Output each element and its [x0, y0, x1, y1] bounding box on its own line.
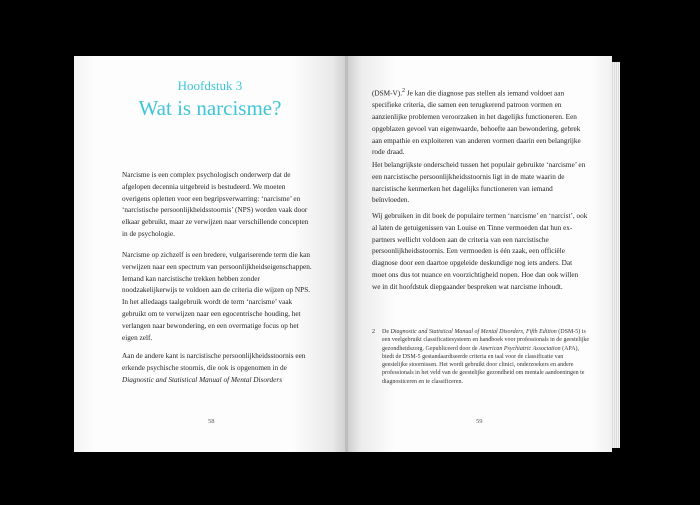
footnote-text [382, 328, 590, 386]
footnote-t3: (APA), biedt de DSM-5 gestandaardiseerde criteria en taal voor de classificatie van geestelijke stoornissen. Het wordt gebruikt door clinici, onderzoekers en andere professionals in het veld van de geestelijke gezondheid om mentale aandoeningen te diagnosticeren en te classificeren. [382, 345, 585, 385]
chapter-number: Hoofdstuk 3 [177, 78, 243, 93]
footnote-t2: (DSM-5) is een veelgebruikt classificatiesysteem en handboek voor professionals in de geestelijke gezondheidszorg. Gepubliceerd door de [382, 329, 590, 352]
paragraph-3: Wij gebruiken in dit boek de populaire termen ‘narcisme’ en ‘narcist’, ook al laten de getuigenissen van Louise en Tinne vermoeden dat hun ex-partners wellicht voldoen aan de criteria van een narcistische persoonlijkheidsstoornis. Een vermoeden is één zaak, een officiële diagnose door een daartoe opgeleide deskundige nog iets anders. Dat moet ons dus tot nuance en voorzichtigheid nopen. Hoe dan ook willen we in dit hoofdstuk diepgaander bespreken wat narcisme inhoudt. [372, 212, 588, 291]
paragraph-3-text: Aan de andere kant is narcistische persoonlijkheidsstoornis een erkende psychische stoornis, die ook is opgenomen in de [122, 352, 306, 372]
right-page [348, 56, 612, 452]
footnote-i2: American Psychiatric Association [479, 345, 561, 352]
left-page [74, 56, 346, 452]
paragraph-3 [122, 351, 314, 386]
footnote-t1: De [382, 329, 391, 335]
open-book [74, 56, 620, 452]
footnote-number: 2 [372, 329, 375, 335]
chapter-title: Wat is narcisme? [138, 96, 282, 120]
p1-rest: Je kan die diagnose pas stellen als iemand voldoet aan specifieke criteria, die samen een terugkerend patroon vormen en aanzienlijke problemen veroorzaken in het dagelijks functioneren. Een opgeblazen gevoel van eigenwaarde, behoefte aan bewondering, gebrek aan empathie en exploiteren van anderen vormen daarin een belangrijke rode draad. [372, 89, 581, 157]
page-number-right: 59 [476, 418, 483, 425]
paragraph-2: Narcisme op zichzelf is een bredere, vulgariserende term die kan verwijzen naar een spectrum van persoonlijkheidseigenschappen. Iemand kan narcistische trekken hebben zonder noodzakelijkerwijs te voldoen aan de criteria die wijzen op NPS. In het alledaags taalgebruik wordt de term ‘narcisme’ vaak gebruikt om te verwijzen naar een egocentrische houding, het verlangen naar bewondering, en een overmatige focus op het eigen zelf. [122, 251, 312, 342]
paragraph-continued [372, 86, 588, 159]
footnote-ref: 2 [402, 88, 406, 94]
page-edges [612, 62, 620, 448]
paragraph-3-italic: Diagnostic and Statistical Manual of Mental Disorders [122, 375, 283, 384]
paragraph-1: Narcisme is een complex psychologisch onderwerp dat de afgelopen decennia uitgebreid is bestudeerd. We moeten overigens opletten voor een begripsverwarring: ‘narcisme’ en ‘narcistische persoonlijkheidsstoornis’ (NPS) worden vaak door elkaar gebruikt, maar ze verwijzen naar verschillende concepten in de psychologie. [122, 171, 309, 238]
paragraph-2: Het belangrijkste onderscheid tussen het populair gebruikte ‘narcisme’ en een narcistische persoonlijkheidsstoornis ligt in de mate waarin de narcistische kenmerken het dagelijks functioneren van iemand beïnvloeden. [372, 161, 586, 205]
footnote-i1: Diagnostic and Statistical Manual of Mental Disorders, Fifth Edition [390, 329, 557, 335]
p1-start: (DSM-V). [372, 89, 403, 98]
page-number-left: 58 [208, 418, 215, 425]
footnote [372, 328, 590, 386]
